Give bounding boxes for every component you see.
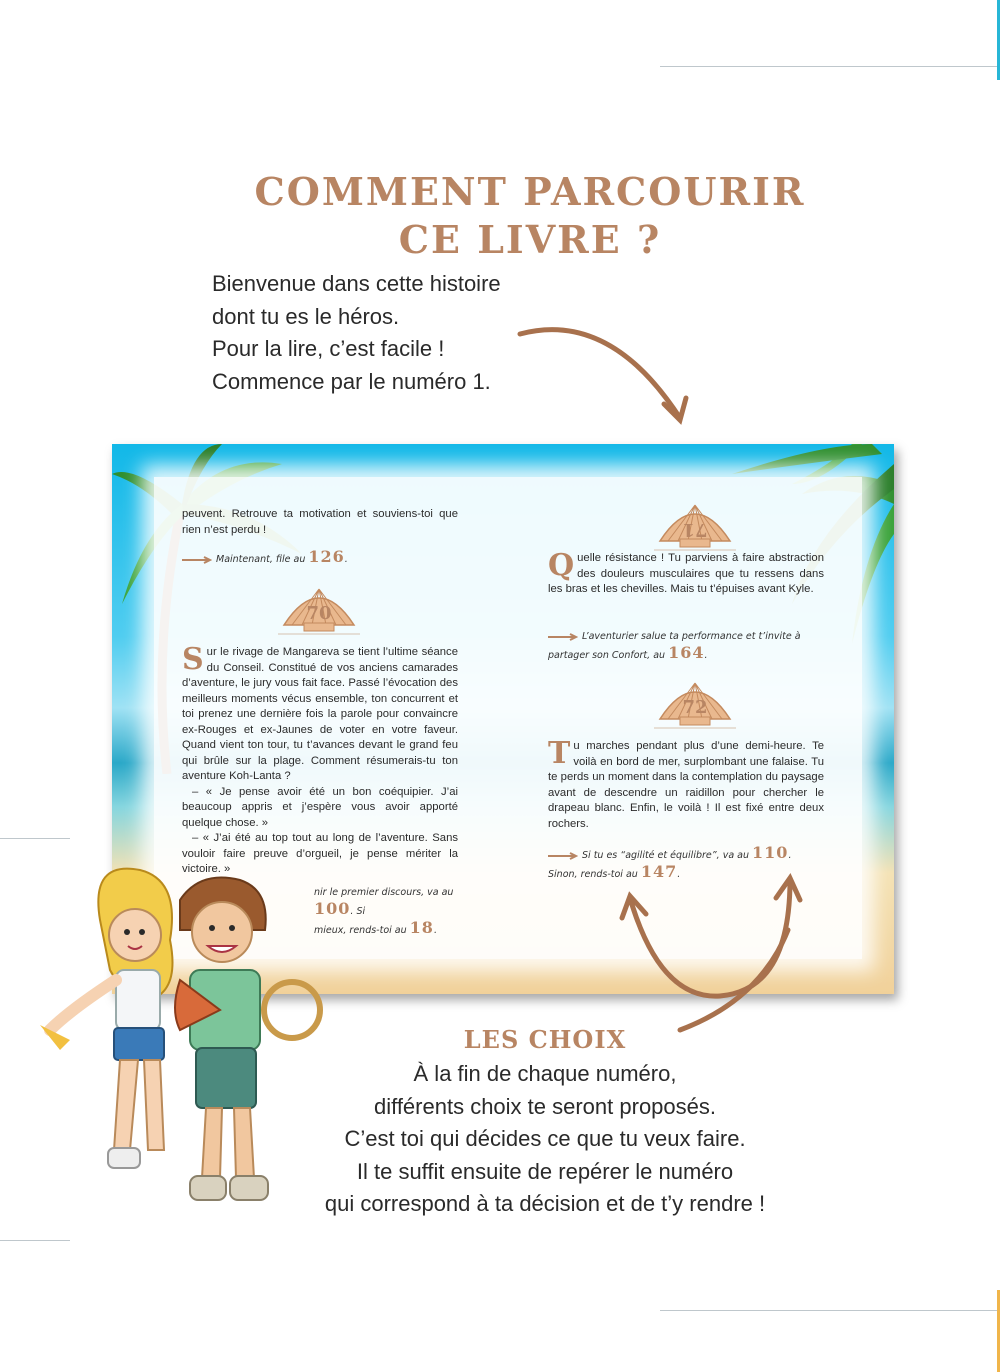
choice-arrow-icon xyxy=(182,556,212,564)
choices-text xyxy=(280,1058,810,1221)
right-choice-1: L’aventurier salue ta performance et t’invite à partager son Confort, au 164. xyxy=(548,631,801,662)
section-number: 72 xyxy=(682,697,708,718)
section-number: 71 xyxy=(682,519,708,540)
intro-text xyxy=(212,268,632,398)
choice-arrow-icon xyxy=(548,633,578,641)
left-page-body xyxy=(182,642,458,878)
quote-1: – « Je pense avoir été un bon coéquipier. J’ai beaucoup appris et j’espère vous avoir apporté quelque chose. » xyxy=(182,785,458,829)
intro-line: Pour la lire, c’est facile ! xyxy=(212,336,445,361)
drop-cap: S xyxy=(182,642,204,677)
section-shell-70 xyxy=(278,581,360,637)
choice-number: 147 xyxy=(640,862,678,881)
choice-number: 110 xyxy=(752,843,789,862)
right-page-body-1 xyxy=(548,548,824,598)
section-shell-71 xyxy=(654,497,736,553)
section-number: 70 xyxy=(306,603,332,624)
section-71-body: uelle résistance ! Tu parviens à faire abstraction des douleurs musculaires que tu ressens dans les bras et les chevilles. Mais tu t’épuises avant Kyle. xyxy=(548,552,824,595)
choice-number: 100 xyxy=(314,899,351,918)
choices-line: C’est toi qui décides ce que tu veux faire. xyxy=(344,1126,746,1151)
left-choice-1: Maintenant, file au 126. xyxy=(182,549,458,568)
section-shell-72 xyxy=(654,675,736,731)
drop-cap: T xyxy=(548,736,571,771)
left-rule-middle xyxy=(0,838,70,839)
bottom-right-rule xyxy=(660,1310,1000,1311)
right-page-body-2 xyxy=(548,736,824,832)
intro-line: dont tu es le héros. xyxy=(212,303,400,329)
right-choice-2: Si tu es “agilité et équilibre”, va au 110. Sinon, rends-toi au 147. xyxy=(548,843,792,881)
choices-line: qui correspond à ta décision et de t’y rendre ! xyxy=(324,1191,766,1216)
section-70-body: ur le rivage de Mangareva se tient l’ultime séance du Conseil. Constitué de vos anciens camarades d’aventure, le jury vous fait face. Passé l’évocation des meilleurs moments vécus ensemble, ton concurrent et toi prenez une dernière fois la parole pour convaincre ex-Rouges et ex-Jaunes de voter en votre faveur. Quand vient ton tour, tu t’avances devant le grand feu qui brûle sur la plage. Comment résumerais-tu ton aventure Koh-Lanta ? xyxy=(182,646,458,782)
left-page-top xyxy=(182,507,458,538)
choices-line: différents choix te seront proposés. xyxy=(373,1093,716,1119)
choices-line: À la fin de chaque numéro, xyxy=(413,1061,677,1086)
title-line-2: CE LIVRE ? xyxy=(398,217,662,262)
title-line-1: COMMENT PARCOURIR xyxy=(254,169,806,214)
left-top-text: peuvent. Retrouve ta motivation et souviens-toi que rien n’est perdu ! xyxy=(182,508,458,536)
choices-line: Il te suffit ensuite de repérer le numéro xyxy=(356,1158,734,1184)
section-72-body: u marches pendant plus d’une demi-heure. Te voilà en bord de mer, surplombant une falaise. Tu te perds un moment dans la contemplation du paysage avant de descendre un raidillon pour chercher le drapeau blanc. Enfin, le voilà ! Il est fixé entre deux rochers. xyxy=(548,740,824,830)
page-title xyxy=(200,168,860,264)
choice-arrow-icon xyxy=(548,852,578,860)
left-rule-bottom xyxy=(0,1240,70,1241)
choices-title: LES CHOIX xyxy=(463,1025,627,1054)
left-choice-2: nir le premier discours, va au 100. Si mieux, rends-toi au 18. xyxy=(314,887,454,937)
quote-2: – « J’ai été au top tout au long de l’aventure. Sans vouloir faire preuve d’orgueil, je pense mériter la victoire. » xyxy=(182,832,458,875)
intro-line: Commence par le numéro 1. xyxy=(212,368,491,394)
drop-cap: Q xyxy=(548,548,575,583)
choice-number: 126 xyxy=(308,547,345,566)
top-right-rule xyxy=(660,66,1000,67)
intro-line: Bienvenue dans cette histoire xyxy=(212,271,501,296)
choice-number: 164 xyxy=(668,643,705,662)
choice-number: 18 xyxy=(409,918,434,937)
